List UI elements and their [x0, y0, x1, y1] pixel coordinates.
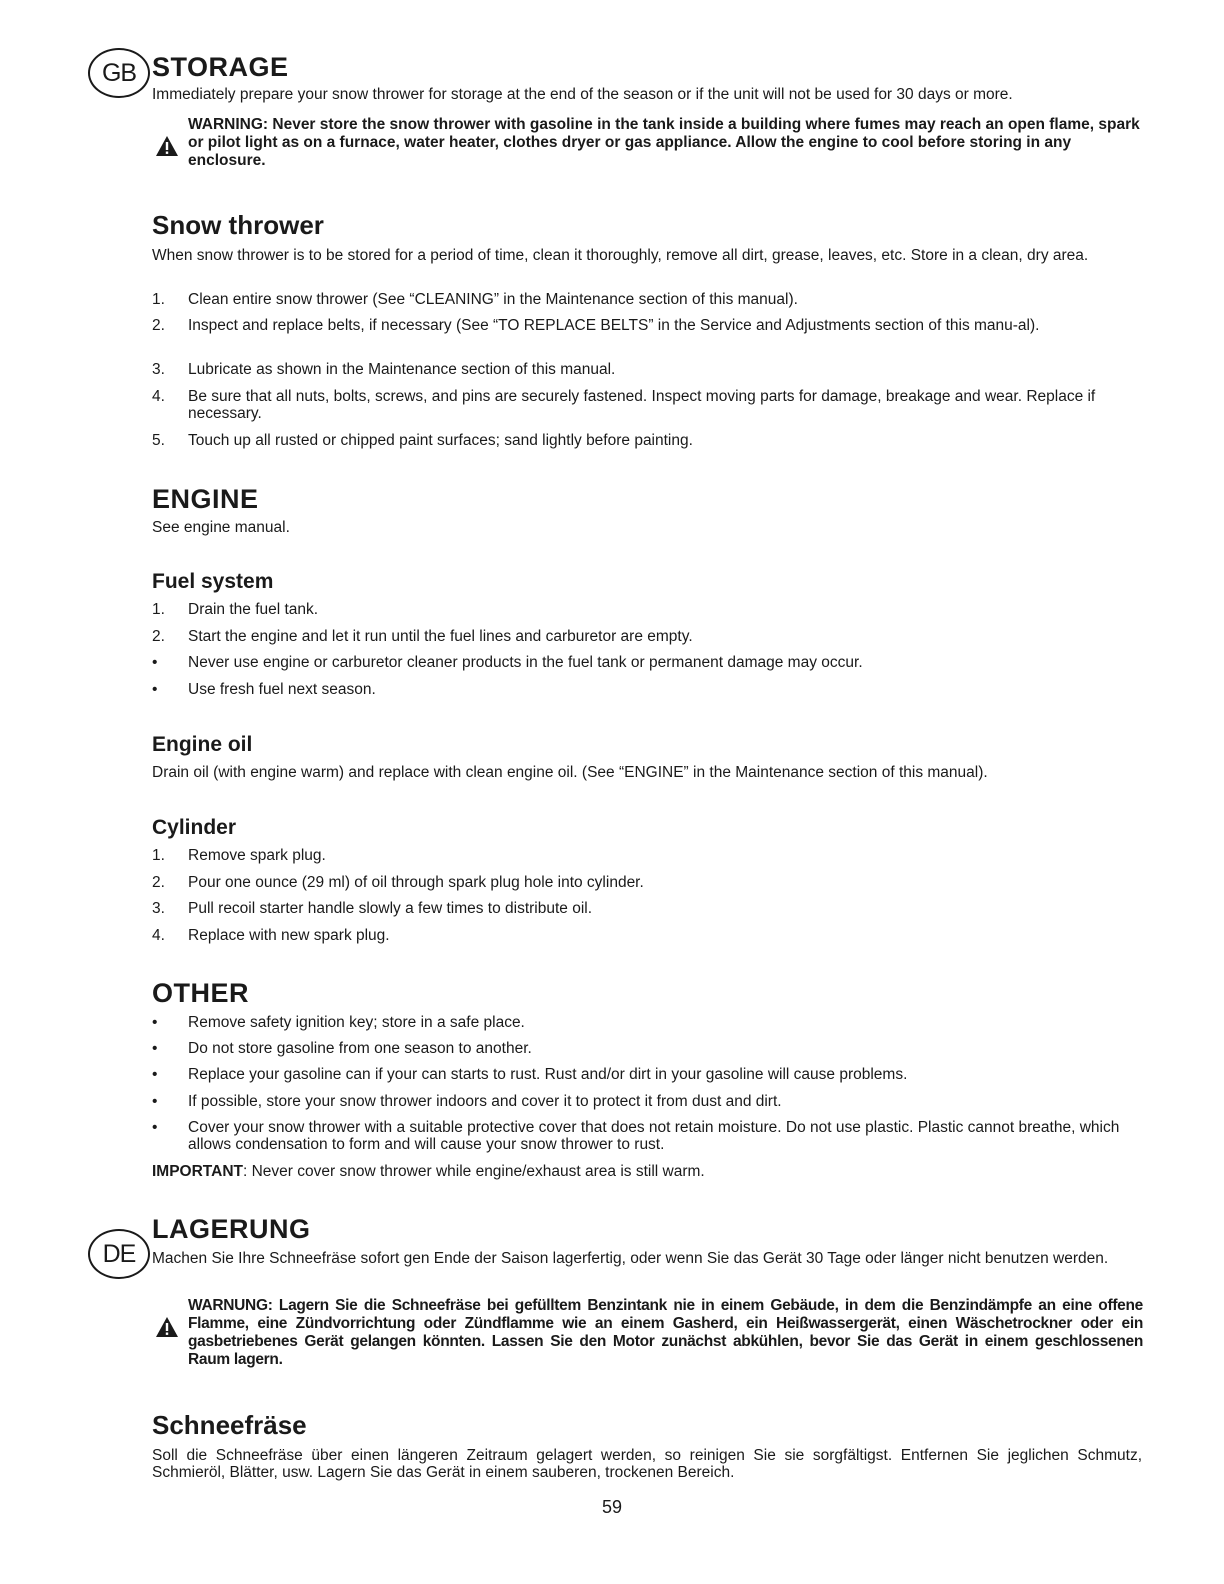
list-marker: •: [152, 1040, 158, 1057]
fuel-system-heading: Fuel system: [152, 570, 274, 593]
list-marker: •: [152, 1093, 158, 1110]
warning-triangle-icon: [155, 1316, 179, 1338]
storage-intro: Immediately prepare your snow thrower for storage at the end of the season or if the unit will not be used for 30 days or more.: [152, 86, 1013, 103]
list-item: [152, 432, 1142, 449]
cylinder-heading: Cylinder: [152, 816, 237, 839]
list-item: [152, 1119, 1142, 1153]
list-text: Touch up all rusted or chipped paint surfaces; sand lightly before painting.: [188, 432, 693, 449]
list-item: [152, 601, 1142, 618]
list-text: Pour one ounce (29 ml) of oil through spark plug hole into cylinder.: [188, 874, 644, 891]
list-text: Remove safety ignition key; store in a safe place.: [188, 1014, 525, 1031]
list-marker: •: [152, 1066, 158, 1083]
schneefraese-text: Soll die Schneefräse über einen längeren Zeitraum gelagert werden, so reinigen Sie sie sorgfältigst. Entfernen Sie jeglichen Schmutz, Schmieröl, Blätter, usw. Lagern Sie das Gerät in einem sauberen, trockenen Bereich.: [152, 1447, 1142, 1481]
lagerung-heading: LAGERUNG: [152, 1214, 311, 1244]
list-text: Drain the fuel tank.: [188, 601, 319, 618]
engine-heading: ENGINE: [152, 484, 259, 514]
page-number: 59: [601, 1497, 623, 1517]
list-text: Remove spark plug.: [188, 847, 326, 864]
list-item: [152, 388, 1142, 422]
list-text: Start the engine and let it run until the fuel lines and carburetor are empty.: [188, 628, 693, 645]
list-item: [152, 628, 1142, 645]
snow-thrower-heading: Snow thrower: [152, 210, 324, 240]
list-marker: 3.: [152, 900, 165, 917]
list-marker: 4.: [152, 388, 165, 405]
list-marker: 2.: [152, 628, 165, 645]
list-marker: 2.: [152, 317, 165, 334]
list-item: [152, 1040, 1142, 1057]
list-marker: 1.: [152, 291, 165, 308]
engine-oil-text: Drain oil (with engine warm) and replace with clean engine oil. (See “ENGINE” in the Maintenance section of this manual).: [152, 764, 988, 781]
list-text: Do not store gasoline from one season to another.: [188, 1040, 532, 1057]
list-text: Inspect and replace belts, if necessary (See “TO REPLACE BELTS” in the Service and Adjustments section of this manu-al).: [188, 317, 1040, 334]
list-text: Replace your gasoline can if your can starts to rust. Rust and/or dirt in your gasoline will cause problems.: [188, 1066, 908, 1083]
engine-text: See engine manual.: [152, 519, 290, 536]
storage-warning: WARNING: Never store the snow thrower with gasoline in the tank inside a building where fumes may reach an open flame, spark or pilot light as on a furnace, water heater, clothes dryer or gas appliance. Allow the engine to cool before storing in any enclosure.: [188, 116, 1140, 169]
list-text: Use fresh fuel next season.: [188, 681, 376, 698]
list-item: [152, 927, 1142, 944]
list-text: Replace with new spark plug.: [188, 927, 390, 944]
list-marker: 5.: [152, 432, 165, 449]
list-item: [152, 874, 1142, 891]
list-text: Pull recoil starter handle slowly a few times to distribute oil.: [188, 900, 593, 917]
lagerung-intro: Machen Sie Ihre Schneefräse sofort gen Ende der Saison lagerfertig, oder wenn Sie das Gerät 30 Tage oder länger nicht benutzen werden.: [152, 1250, 1109, 1267]
list-marker: •: [152, 1014, 158, 1031]
list-item: [152, 900, 1142, 917]
list-text: Cover your snow thrower with a suitable protective cover that does not retain moisture. Do not use plastic. Plastic cannot breathe, which allows condensation to form and will cause your snow thrower to rust.: [188, 1119, 1120, 1153]
important-note: [152, 1163, 1142, 1180]
snow-thrower-intro: When snow thrower is to be stored for a period of time, clean it thoroughly, remove all dirt, grease, leaves, etc. Store in a clean, dry area.: [152, 247, 1089, 264]
warning-triangle-icon: [155, 135, 179, 157]
list-marker: •: [152, 681, 158, 698]
list-marker: 3.: [152, 361, 165, 378]
important-label: IMPORTANT: [152, 1163, 243, 1180]
list-text: If possible, store your snow thrower indoors and cover it to protect it from dust and dirt.: [188, 1093, 782, 1110]
list-marker: 1.: [152, 847, 165, 864]
lagerung-warning: WARNUNG: Lagern Sie die Schneefräse bei gefülltem Benzintank nie in einem Gebäude, in dem die Benzindämpfe an eine offene Flamme, eine Zündvorrichtung oder Zündflamme wie an einem Gasherd, ein Heißwassergerät, einen Wäschetrockner oder ein gasbetriebenes Gerät gelangen könnten. Lassen Sie den Motor zunächst abkühlen, bevor Sie das Gerät in einem geschlossenen Raum lagern.: [188, 1297, 1143, 1368]
list-text: Be sure that all nuts, bolts, screws, and pins are securely fastened. Inspect moving parts for damage, breakage and wear. Replace if necessary.: [188, 388, 1096, 422]
list-item: [152, 1093, 1142, 1110]
list-text: Never use engine or carburetor cleaner products in the fuel tank or permanent damage may occur.: [188, 654, 863, 671]
list-text: Lubricate as shown in the Maintenance section of this manual.: [188, 361, 616, 378]
list-item: [152, 291, 1142, 308]
list-item: [152, 361, 1142, 378]
list-marker: •: [152, 1119, 158, 1136]
list-item: [152, 317, 1142, 334]
list-marker: •: [152, 654, 158, 671]
list-item: [152, 1014, 1142, 1031]
language-badge-gb: GB: [88, 48, 150, 98]
list-marker: 1.: [152, 601, 165, 618]
list-item: [152, 847, 1142, 864]
important-text: : Never cover snow thrower while engine/exhaust area is still warm.: [242, 1163, 705, 1180]
list-marker: 4.: [152, 927, 165, 944]
list-text: Clean entire snow thrower (See “CLEANING” in the Maintenance section of this manual).: [188, 291, 798, 308]
list-item: [152, 681, 1142, 698]
storage-heading: STORAGE: [152, 52, 289, 82]
engine-oil-heading: Engine oil: [152, 733, 253, 756]
list-item: [152, 1066, 1142, 1083]
schneefraese-heading: Schneefräse: [152, 1410, 307, 1440]
language-badge-de: DE: [88, 1229, 150, 1279]
other-heading: OTHER: [152, 978, 249, 1008]
list-item: [152, 654, 1142, 671]
list-marker: 2.: [152, 874, 165, 891]
